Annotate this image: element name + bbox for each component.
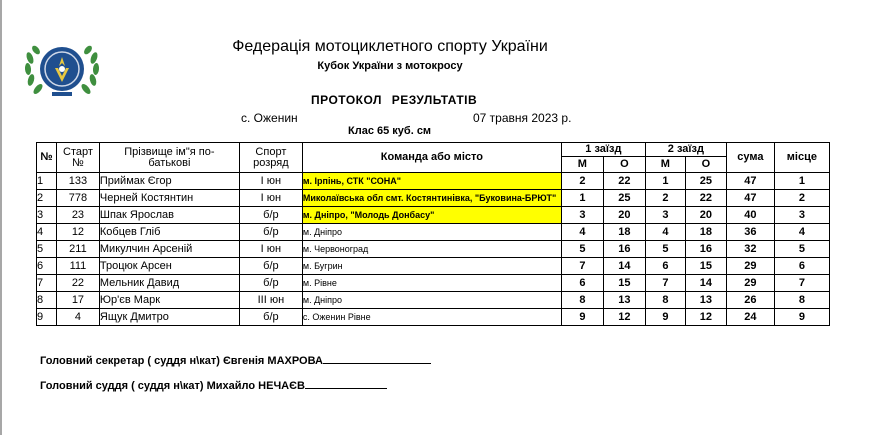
col-num-header: № (37, 143, 57, 173)
cell-num: 4 (37, 224, 57, 241)
cell-m2: 7 (645, 275, 685, 292)
cell-team: Миколаївська обл смт. Костянтинівка, "Буковина-БРЮТ" (302, 190, 561, 207)
table-row (37, 241, 830, 258)
cell-num: 7 (37, 275, 57, 292)
race2-header: 2 заїзд (645, 143, 726, 157)
cell-m2: 4 (645, 224, 685, 241)
cell-sum: 36 (726, 224, 774, 241)
cell-o2: 15 (685, 258, 726, 275)
cell-name: Ящук Дмитро (99, 309, 239, 326)
col-rank-header: Спорт розряд (239, 143, 302, 173)
col-team-header: Команда або місто (302, 143, 561, 173)
cell-start: 23 (57, 207, 100, 224)
cell-m2: 1 (645, 173, 685, 190)
race1-header: 1 заїзд (561, 143, 645, 157)
table-row (37, 275, 830, 292)
cell-o2: 12 (685, 309, 726, 326)
cell-name: Кобцев Гліб (99, 224, 239, 241)
cell-name: Шпак Ярослав (99, 207, 239, 224)
federation-title: Федерація мотоциклетного спорту України (232, 38, 548, 55)
cell-team: м. Дніпро, "Молодь Донбасу" (302, 207, 561, 224)
cell-place: 3 (774, 207, 829, 224)
cell-rank: б/р (239, 275, 302, 292)
cell-sum: 24 (726, 309, 774, 326)
cell-o1: 20 (603, 207, 645, 224)
cell-o1: 25 (603, 190, 645, 207)
cell-o1: 13 (603, 292, 645, 309)
cell-o1: 22 (603, 173, 645, 190)
cell-start: 12 (57, 224, 100, 241)
cell-m1: 4 (561, 224, 603, 241)
cell-m2: 5 (645, 241, 685, 258)
cell-sum: 40 (726, 207, 774, 224)
cell-team: м. Ірпінь, СТК "СОНА" (302, 173, 561, 190)
race2-o-header: О (685, 157, 726, 173)
protocol-title: ПРОТОКОЛ РЕЗУЛЬТАТІВ (311, 93, 478, 107)
cell-m2: 9 (645, 309, 685, 326)
cell-rank: б/р (239, 207, 302, 224)
cell-m1: 9 (561, 309, 603, 326)
cell-o2: 20 (685, 207, 726, 224)
cell-o2: 22 (685, 190, 726, 207)
cell-rank: I юн (239, 190, 302, 207)
cell-o1: 14 (603, 258, 645, 275)
table-row (37, 292, 830, 309)
cell-m1: 5 (561, 241, 603, 258)
cell-m2: 8 (645, 292, 685, 309)
cell-num: 5 (37, 241, 57, 258)
cell-rank: б/р (239, 309, 302, 326)
chief-secretary-signature (40, 352, 431, 367)
col-sum-header: сума (726, 143, 774, 173)
class-title: Клас 65 куб. см (348, 125, 432, 137)
cell-name: Микулчин Арсеній (99, 241, 239, 258)
cell-team: м. Бугрин (302, 258, 561, 275)
event-place: с. Оженин (241, 111, 298, 125)
cell-start: 778 (57, 190, 100, 207)
cell-m1: 2 (561, 173, 603, 190)
cell-m1: 6 (561, 275, 603, 292)
chief-judge-signature (40, 377, 387, 392)
col-start-header: Старт № (57, 143, 100, 173)
cell-name: Черней Костянтин (99, 190, 239, 207)
cell-sum: 29 (726, 258, 774, 275)
signature-line (305, 377, 387, 389)
cell-sum: 32 (726, 241, 774, 258)
race1-o-header: О (603, 157, 645, 173)
cell-team: с. Оженин Рівне (302, 309, 561, 326)
cell-name: Юр'єв Марк (99, 292, 239, 309)
cell-num: 3 (37, 207, 57, 224)
cell-rank: б/р (239, 224, 302, 241)
cell-place: 5 (774, 241, 829, 258)
cell-o1: 16 (603, 241, 645, 258)
cell-sum: 26 (726, 292, 774, 309)
cell-team: м. Рівне (302, 275, 561, 292)
cell-rank: I юн (239, 173, 302, 190)
cell-place: 4 (774, 224, 829, 241)
table-row (37, 309, 830, 326)
cell-sum: 47 (726, 173, 774, 190)
signature-line (323, 352, 431, 364)
cell-name: Мельник Давид (99, 275, 239, 292)
table-row (37, 173, 830, 190)
table-row (37, 190, 830, 207)
race1-m-header: М (561, 157, 603, 173)
cell-o1: 15 (603, 275, 645, 292)
cell-place: 1 (774, 173, 829, 190)
cell-start: 133 (57, 173, 100, 190)
cell-start: 22 (57, 275, 100, 292)
cell-name: Приймак Єгор (99, 173, 239, 190)
cell-sum: 29 (726, 275, 774, 292)
cell-num: 9 (37, 309, 57, 326)
cell-start: 17 (57, 292, 100, 309)
cell-rank: I юн (239, 241, 302, 258)
cell-place: 8 (774, 292, 829, 309)
race2-m-header: М (645, 157, 685, 173)
event-date: 07 травня 2023 р. (473, 111, 572, 125)
cell-m1: 3 (561, 207, 603, 224)
cell-m1: 1 (561, 190, 603, 207)
cell-rank: б/р (239, 258, 302, 275)
cell-rank: III юн (239, 292, 302, 309)
cell-place: 6 (774, 258, 829, 275)
table-row (37, 224, 830, 241)
cell-team: м. Дніпро (302, 224, 561, 241)
cell-place: 7 (774, 275, 829, 292)
cell-start: 111 (57, 258, 100, 275)
cell-place: 9 (774, 309, 829, 326)
cell-place: 2 (774, 190, 829, 207)
cell-o1: 18 (603, 224, 645, 241)
cell-m2: 3 (645, 207, 685, 224)
cell-name: Троцюк Арсен (99, 258, 239, 275)
chief-judge-label: Головний суддя ( суддя н\кат) Михайло НЕЧАЄВ (40, 380, 305, 392)
cell-team: м. Червоноград (302, 241, 561, 258)
table-row (37, 258, 830, 275)
cell-m1: 8 (561, 292, 603, 309)
col-name-header: Прізвище ім"я по-батькові (99, 143, 239, 173)
cell-team: м. Дніпро (302, 292, 561, 309)
cell-m2: 6 (645, 258, 685, 275)
cell-o2: 18 (685, 224, 726, 241)
cell-start: 4 (57, 309, 100, 326)
cell-sum: 47 (726, 190, 774, 207)
cup-title: Кубок України з мотокросу (317, 60, 463, 72)
cell-num: 2 (37, 190, 57, 207)
cell-o2: 16 (685, 241, 726, 258)
cell-o2: 14 (685, 275, 726, 292)
cell-num: 6 (37, 258, 57, 275)
cell-m1: 7 (561, 258, 603, 275)
table-row (37, 207, 830, 224)
results-table (36, 142, 830, 326)
cell-num: 1 (37, 173, 57, 190)
cell-m2: 2 (645, 190, 685, 207)
cell-o1: 12 (603, 309, 645, 326)
col-place-header: місце (774, 143, 829, 173)
cell-o2: 25 (685, 173, 726, 190)
cell-o2: 13 (685, 292, 726, 309)
chief-secretary-label: Головний секретар ( суддя н\кат) Євгенія МАХРОВА (40, 355, 323, 367)
cell-num: 8 (37, 292, 57, 309)
cell-start: 211 (57, 241, 100, 258)
